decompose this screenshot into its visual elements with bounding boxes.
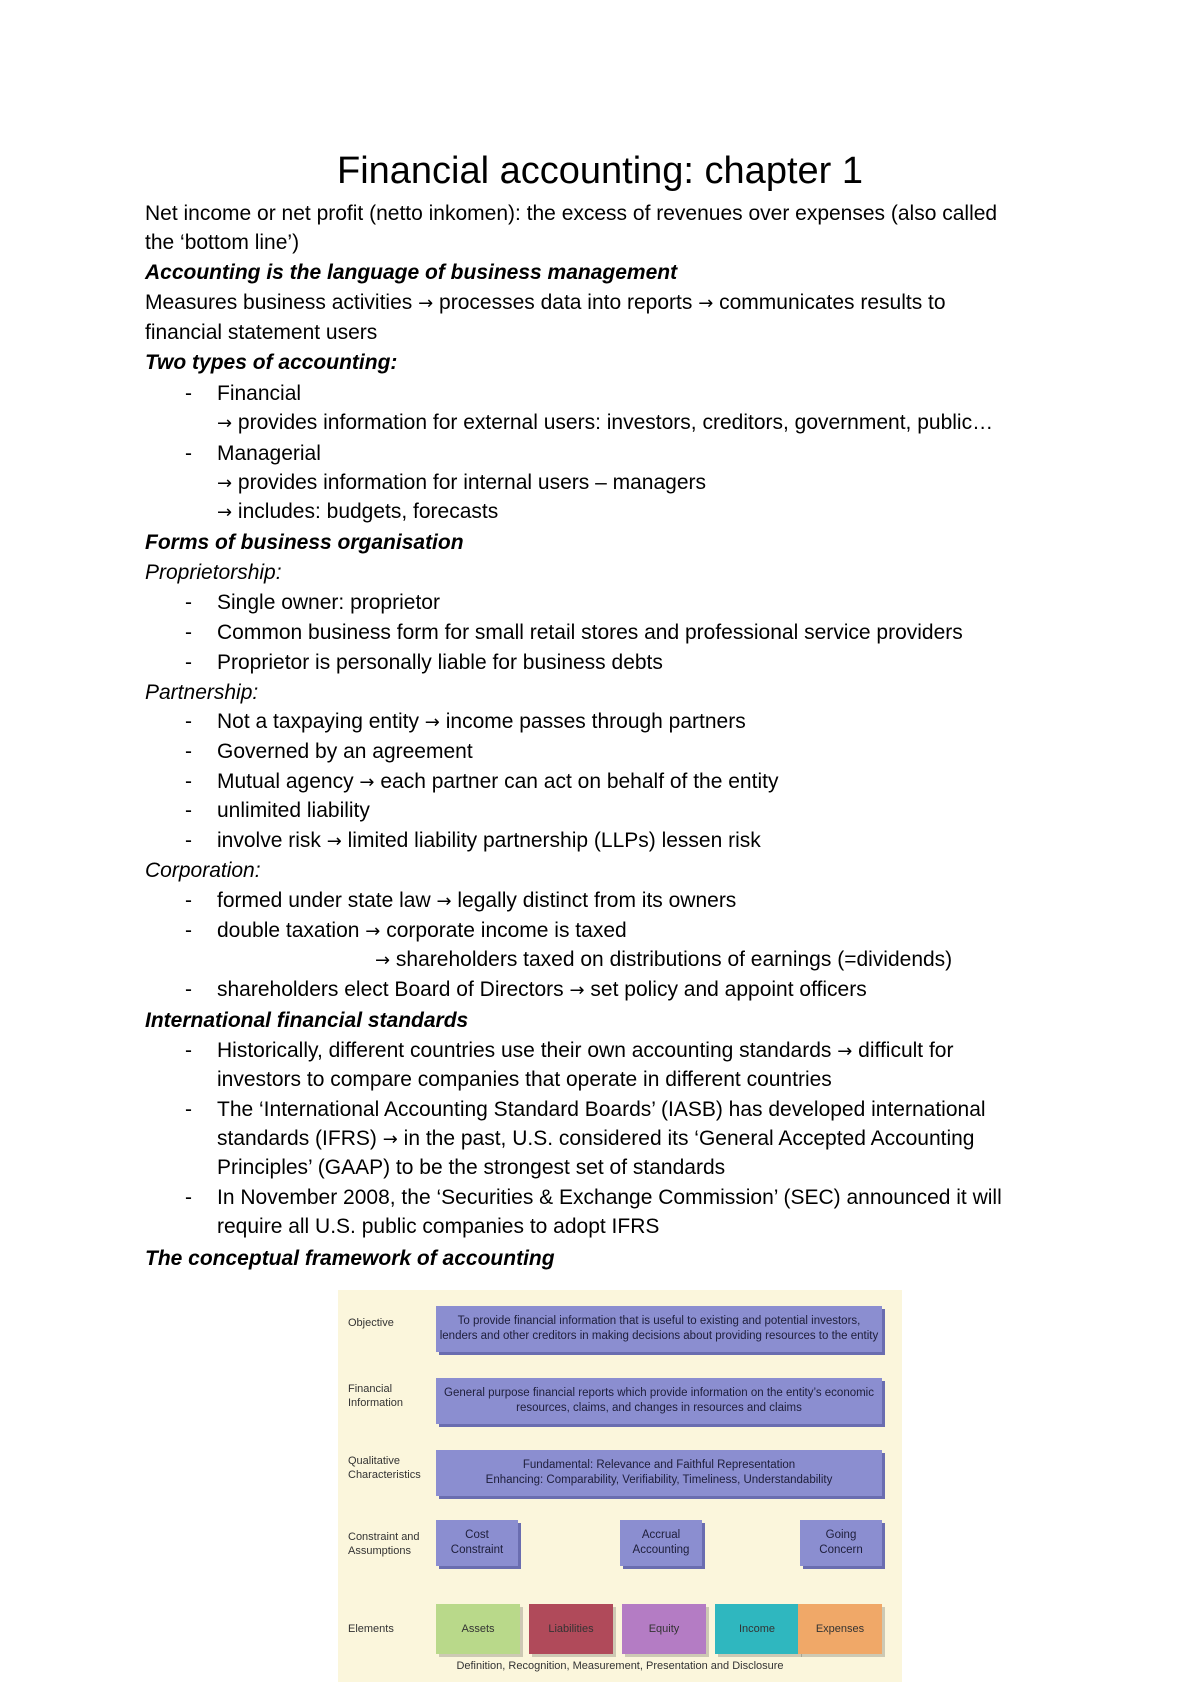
element-expenses: Expenses [798, 1604, 882, 1654]
conceptual-framework-figure [338, 1290, 902, 1682]
arrow-icon: → [217, 413, 233, 434]
managerial-desc-1-text: provides information for internal users – managers [232, 471, 706, 494]
arrow-icon: → [436, 891, 452, 912]
bullet-dash: - [185, 1098, 192, 1121]
bullet-dash: - [185, 770, 192, 793]
intro-line-1: Net income or net profit (netto inkomen): the excess of revenues over expenses (also called [145, 202, 998, 225]
corporation-item [217, 917, 627, 946]
corporation-item [217, 887, 736, 916]
arrow-icon: → [217, 502, 233, 523]
arrow-icon: → [359, 772, 375, 793]
bullet-dash: - [185, 591, 192, 614]
going-concern-box [800, 1520, 882, 1566]
heading-forms: Forms of business organisation [145, 531, 464, 554]
arrow-icon: → [326, 831, 342, 852]
cost-constraint-text-1: Cost [465, 1529, 489, 1541]
element-liabilities: Liabilities [529, 1604, 613, 1654]
bullet-dash: - [185, 382, 192, 405]
arrow-icon: → [217, 473, 233, 494]
corporation-text: shareholders taxed on distributions of earnings (=dividends) [390, 948, 953, 971]
element-assets: Assets [436, 1604, 520, 1654]
bullet-dash: - [185, 740, 192, 763]
heading-international: International financial standards [145, 1009, 469, 1032]
bullet-dash: - [185, 829, 192, 852]
international-item-continued: Principles’ (GAAP) to be the strongest set of standards [217, 1156, 726, 1179]
corporation-heading: Corporation: [145, 859, 261, 882]
going-concern-text-2: Concern [819, 1544, 863, 1556]
bullet-dash: - [185, 889, 192, 912]
objective-text-2: lenders and other creditors in making decisions about providing resources to the entity [439, 1330, 879, 1342]
accrual-accounting-box [620, 1520, 702, 1566]
objective-text-1: To provide financial information that is useful to existing and potential investors, [457, 1315, 861, 1327]
label-qualitative-2: Characteristics [348, 1469, 421, 1481]
bullet-dash: - [185, 799, 192, 822]
proprietorship-item: Proprietor is personally liable for business debts [217, 651, 663, 674]
bullet-dash: - [185, 651, 192, 674]
label-financial-information-2: Information [348, 1397, 404, 1409]
bullet-dash: - [185, 442, 192, 465]
proprietorship-item: Common business form for small retail stores and professional service providers [217, 621, 963, 644]
bullet-dash: - [185, 621, 192, 644]
bullet-dash: - [185, 1186, 192, 1209]
qualitative-text-1: Fundamental: Relevance and Faithful Representation [522, 1459, 796, 1471]
element-income: Income [715, 1604, 799, 1654]
label-constraint-1: Constraint and [348, 1531, 420, 1543]
proprietorship-item: Single owner: proprietor [217, 591, 440, 614]
partnership-item [217, 708, 746, 737]
heading-language: Accounting is the language of business management [145, 261, 678, 284]
international-text: in the past, U.S. considered its ‘General Accepted Accounting [397, 1127, 975, 1150]
arrow-icon: → [424, 712, 440, 733]
cost-constraint-box [436, 1520, 518, 1566]
partnership-item: unlimited liability [217, 799, 370, 822]
bullet-dash: - [185, 978, 192, 1001]
arrow-icon: → [382, 1129, 398, 1150]
arrow-icon: → [698, 293, 714, 314]
measures-line-2: financial statement users [145, 321, 378, 344]
corporation-text: shareholders elect Board of Directors [217, 978, 570, 1001]
partnership-heading: Partnership: [145, 681, 259, 704]
proprietorship-heading: Proprietorship: [145, 561, 282, 584]
label-objective: Objective [348, 1317, 394, 1329]
corporation-text: corporate income is taxed [380, 919, 627, 942]
heading-framework: The conceptual framework of accounting [145, 1247, 555, 1270]
bullet-dash: - [185, 919, 192, 942]
international-item-continued: require all U.S. public companies to adopt IFRS [217, 1215, 660, 1238]
type-financial-desc [217, 409, 993, 438]
partnership-text: Not a taxpaying entity [217, 710, 425, 733]
figure-footer: Definition, Recognition, Measurement, Presentation and Disclosure [456, 1660, 784, 1672]
intro-line-2: the ‘bottom line’) [145, 231, 300, 254]
arrow-icon: → [569, 980, 585, 1001]
financial-information-box [436, 1378, 882, 1424]
corporation-item-continued [375, 946, 952, 975]
international-item-continued [217, 1125, 974, 1154]
type-managerial: Managerial [217, 442, 321, 465]
label-qualitative-1: Qualitative [348, 1455, 400, 1467]
corporation-text: set policy and appoint officers [584, 978, 867, 1001]
type-financial: Financial [217, 382, 302, 405]
managerial-desc-2-text: includes: budgets, forecasts [232, 500, 499, 523]
financial-information-text-1: General purpose financial reports which provide information on the entity’s economic [444, 1387, 874, 1399]
partnership-text: each partner can act on behalf of the entity [374, 770, 779, 793]
corporation-item [217, 976, 867, 1005]
partnership-text: Mutual agency [217, 770, 360, 793]
international-item: In November 2008, the ‘Securities & Exchange Commission’ (SEC) announced it will [217, 1186, 1002, 1209]
arrow-icon: → [418, 293, 434, 314]
measures-line-1 [145, 289, 946, 318]
accrual-accounting-text-1: Accrual [641, 1529, 681, 1541]
partnership-text: involve risk [217, 829, 327, 852]
label-constraint-2: Assumptions [348, 1545, 411, 1557]
bullet-dash: - [185, 1039, 192, 1062]
partnership-item: Governed by an agreement [217, 740, 473, 763]
international-item-continued: investors to compare companies that operate in different countries [217, 1068, 832, 1091]
going-concern-text-1: Going [825, 1529, 857, 1541]
financial-desc-text: provides information for external users: investors, creditors, government, public… [232, 411, 994, 434]
element-equity: Equity [622, 1604, 706, 1654]
international-item [217, 1037, 953, 1066]
label-financial-information-1: Financial [348, 1383, 393, 1395]
qualitative-characteristics-box [436, 1450, 882, 1496]
type-managerial-desc-2 [217, 498, 498, 527]
heading-types: Two types of accounting: [145, 351, 398, 374]
measures-text-b: processes data into reports [433, 291, 699, 314]
financial-information-text-2: resources, claims, and changes in resources and claims [516, 1402, 802, 1414]
accrual-accounting-text-2: Accounting [632, 1544, 690, 1556]
partnership-text: income passes through partners [439, 710, 746, 733]
corporation-text: formed under state law [217, 889, 437, 912]
bullet-dash: - [185, 710, 192, 733]
measures-text-c: communicates results to [713, 291, 946, 314]
arrow-icon: → [837, 1041, 853, 1062]
page-title: Financial accounting: chapter 1 [337, 150, 863, 192]
international-item: The ‘International Accounting Standard Boards’ (IASB) has developed international [217, 1098, 986, 1121]
objective-box [436, 1306, 882, 1352]
type-managerial-desc-1 [217, 469, 706, 498]
international-text: standards (IFRS) [217, 1127, 383, 1150]
cost-constraint-text-2: Constraint [450, 1544, 504, 1556]
international-text: Historically, different countries use their own accounting standards [217, 1039, 838, 1062]
partnership-item [217, 827, 761, 856]
label-elements: Elements [348, 1623, 394, 1635]
corporation-text: legally distinct from its owners [451, 889, 737, 912]
qualitative-text-2: Enhancing: Comparability, Verifiability, Timeliness, Understandability [485, 1474, 833, 1486]
partnership-text: limited liability partnership (LLPs) lessen risk [341, 829, 761, 852]
measures-text-a: Measures business activities [145, 291, 419, 314]
arrow-icon: → [365, 921, 381, 942]
corporation-text: double taxation [217, 919, 366, 942]
international-text: difficult for [852, 1039, 954, 1062]
partnership-item [217, 768, 778, 797]
arrow-icon: → [375, 950, 391, 971]
